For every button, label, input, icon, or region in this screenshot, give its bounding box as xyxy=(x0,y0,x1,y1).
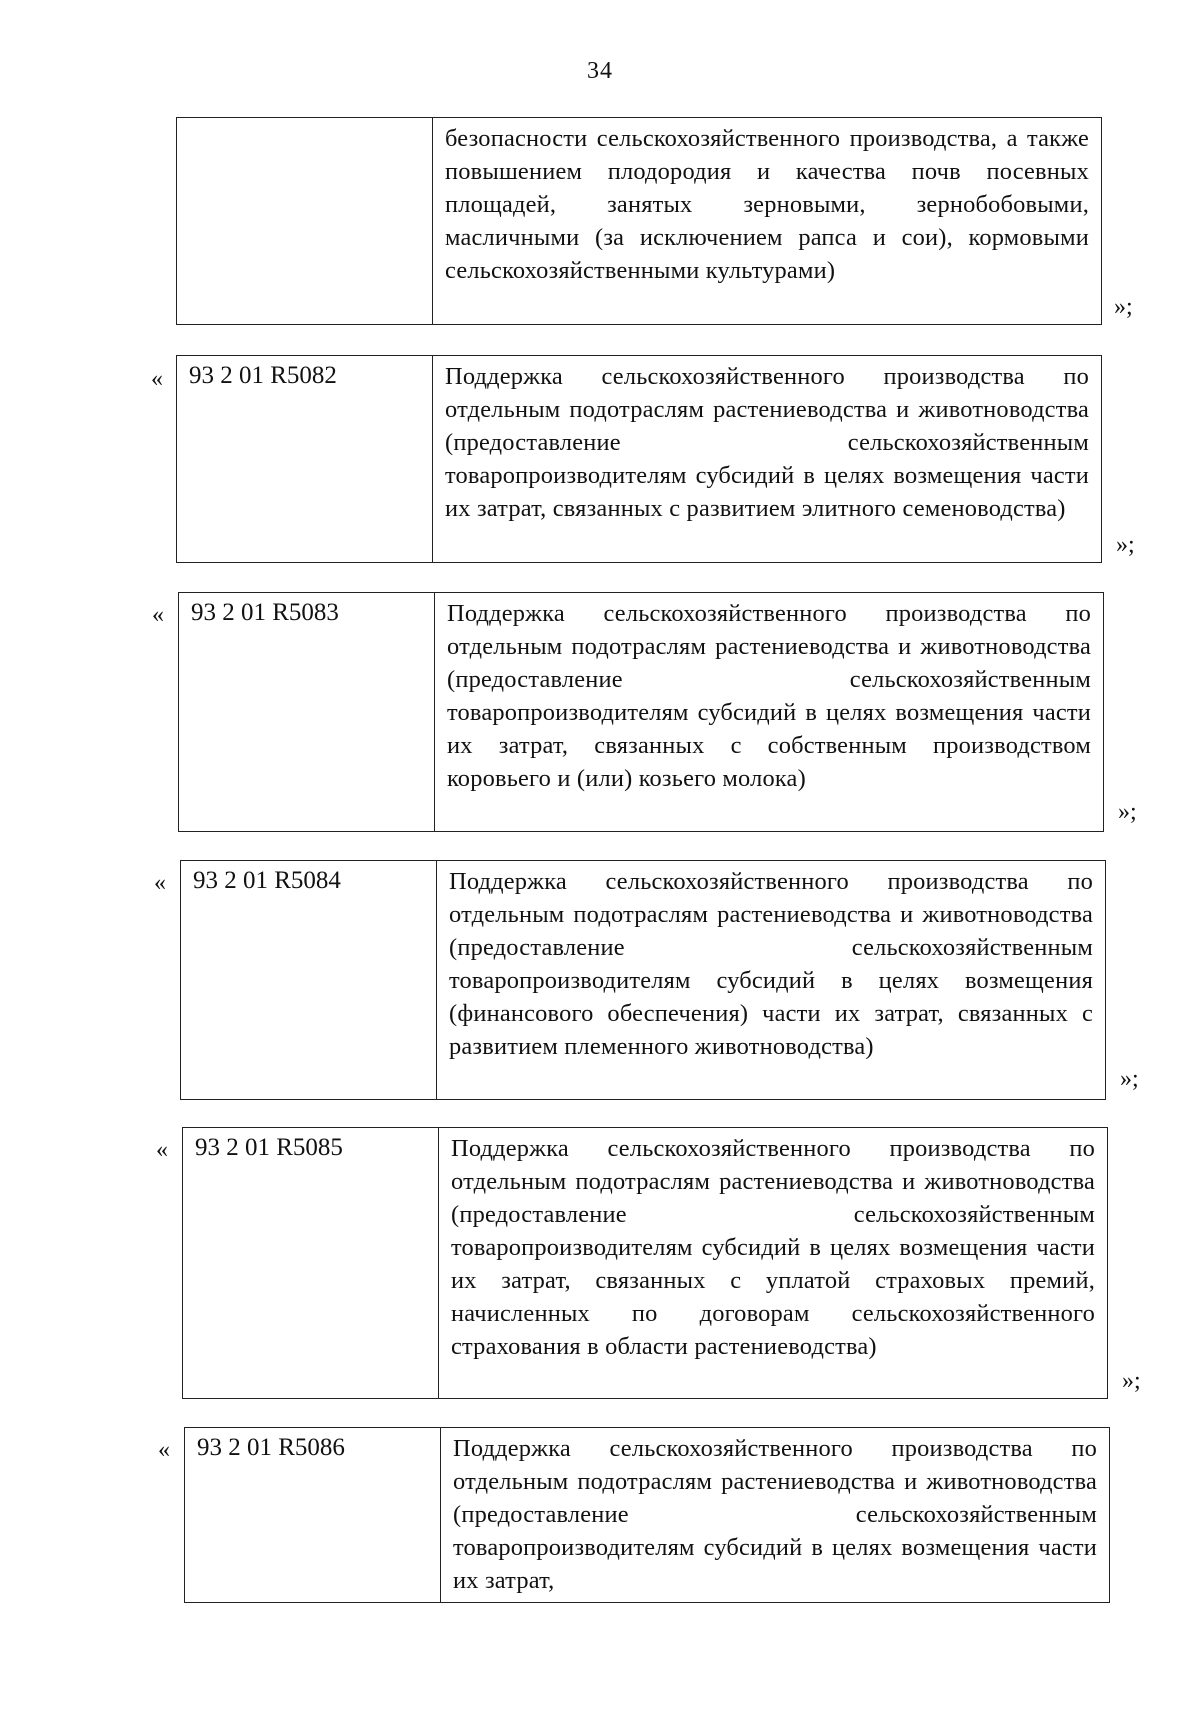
code-cell: 93 2 01 R5086 xyxy=(185,1428,441,1602)
description-cell: безопасности сельскохозяйственного производства, а также повышением плодородия и качества почв посевных площадей, занятых зерновыми, зернобобовыми, масличными (за исключением рапса и сои), кормовыми сельскохозяйственными культурами) xyxy=(445,125,1089,284)
table-row xyxy=(178,592,1104,832)
table-row xyxy=(180,860,1106,1100)
closing-quote: »; xyxy=(1118,799,1137,825)
opening-quote: « xyxy=(151,366,163,392)
description-cell: Поддержка сельскохозяйственного производства по отдельным подотраслям растениеводства и животноводства (предоставление сельскохозяйственным товаропроизводителям субсидий в целях возмещения части их затрат, связанных с уплатой страховых премий, начисленных по договорам сельскохозяйственного страхования в области растениеводства) xyxy=(451,1135,1095,1360)
description-cell: Поддержка сельскохозяйственного производства по отдельным подотраслям растениеводства и животноводства (предоставление сельскохозяйственным товаропроизводителям субсидий в целях возмещения части их затрат, xyxy=(453,1435,1097,1594)
description-cell: Поддержка сельскохозяйственного производства по отдельным подотраслям растениеводства и животноводства (предоставление сельскохозяйственным товаропроизводителям субсидий в целях возмещения (финансового обеспечения) части их затрат, связанных с развитием племенного животноводства) xyxy=(449,868,1093,1060)
code-cell: 93 2 01 R5083 xyxy=(179,593,435,831)
table-row xyxy=(176,117,1102,325)
code-cell: 93 2 01 R5085 xyxy=(183,1128,439,1398)
opening-quote: « xyxy=(154,870,166,896)
closing-quote: »; xyxy=(1114,294,1133,320)
opening-quote: « xyxy=(158,1437,170,1463)
code-cell xyxy=(177,118,433,324)
description-cell: Поддержка сельскохозяйственного производства по отдельным подотраслям растениеводства и животноводства (предоставление сельскохозяйственным товаропроизводителям субсидий в целях возмещения части их затрат, связанных с собственным производством коровьего и (или) козьего молока) xyxy=(447,600,1091,792)
closing-quote: »; xyxy=(1116,532,1135,558)
table-row xyxy=(176,355,1102,563)
page-number: 34 xyxy=(587,58,613,84)
table-row xyxy=(184,1427,1110,1603)
table-row xyxy=(182,1127,1108,1399)
opening-quote: « xyxy=(156,1137,168,1163)
code-cell: 93 2 01 R5082 xyxy=(177,356,433,562)
opening-quote: « xyxy=(152,602,164,628)
closing-quote: »; xyxy=(1120,1066,1139,1092)
description-cell: Поддержка сельскохозяйственного производства по отдельным подотраслям растениеводства и животноводства (предоставление сельскохозяйственным товаропроизводителям субсидий в целях возмещения части их затрат, связанных с развитием элитного семеноводства) xyxy=(445,363,1089,522)
code-cell: 93 2 01 R5084 xyxy=(181,861,437,1099)
closing-quote: »; xyxy=(1122,1368,1141,1394)
